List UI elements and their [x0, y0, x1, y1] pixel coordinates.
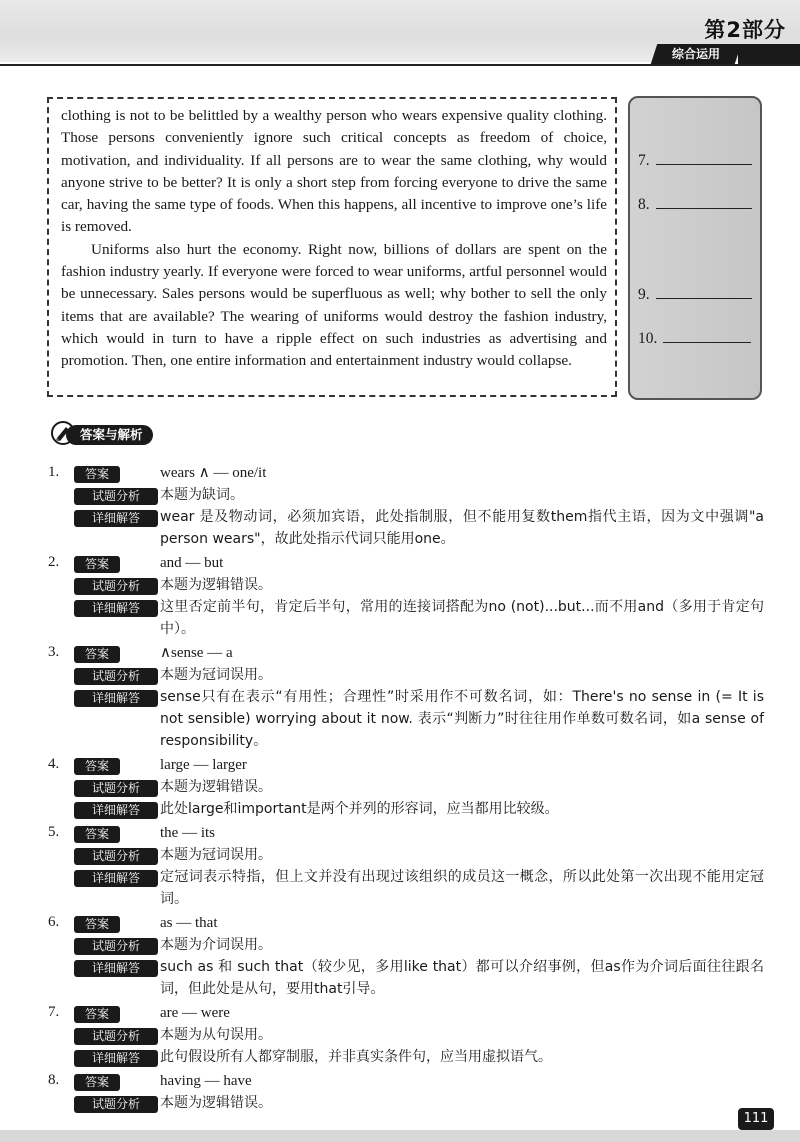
- answer-text: ∧sense — a: [160, 645, 233, 661]
- item-number: 1.: [48, 464, 60, 480]
- analysis-tag: 试题分析: [74, 1096, 158, 1113]
- detail-text: wear 是及物动词，必须加宾语，此处指制服，但不能用复数them指代主语，因为文中强调"a person wears"，故此处指示代词只能用one。: [160, 509, 764, 547]
- detail-text: 此处large和important是两个并列的形容词，应当都用比较级。: [160, 801, 559, 817]
- answer-item-3: [48, 642, 764, 752]
- detail-tag: 详细解答: [74, 802, 158, 819]
- answer-item-1: [48, 462, 764, 550]
- blank-9-label: 9.: [638, 286, 650, 303]
- blank-7-label: 7.: [638, 152, 650, 169]
- blank-9[interactable]: [638, 284, 752, 304]
- analysis-text: 本题为逻辑错误。: [160, 1095, 272, 1111]
- answer-text: are — were: [160, 1005, 230, 1021]
- analysis-text: 本题为冠词误用。: [160, 847, 272, 863]
- detail-tag: 详细解答: [74, 600, 158, 617]
- blank-9-line[interactable]: [656, 284, 752, 299]
- detail-tag: 详细解答: [74, 690, 158, 707]
- analysis-text: 本题为缺词。: [160, 487, 244, 503]
- detail-text: 此句假设所有人都穿制服，并非真实条件句，应当用虚拟语气。: [160, 1049, 552, 1065]
- answer-tag: 答案: [74, 646, 120, 663]
- item-number: 2.: [48, 554, 60, 570]
- blank-10-label: 10.: [638, 330, 658, 347]
- header-rule: [0, 64, 800, 66]
- detail-tag: 详细解答: [74, 960, 158, 977]
- blank-7[interactable]: [638, 150, 752, 170]
- answer-text: the — its: [160, 825, 215, 841]
- item-number: 6.: [48, 914, 60, 930]
- item-number: 5.: [48, 824, 60, 840]
- item-number: 4.: [48, 756, 60, 772]
- answer-item-4: [48, 754, 764, 820]
- answer-list: [48, 462, 764, 1116]
- answer-text: large — larger: [160, 757, 247, 773]
- passage-box: [47, 97, 617, 397]
- answer-item-6: [48, 912, 764, 1000]
- analysis-tag: 试题分析: [74, 780, 158, 797]
- blank-10[interactable]: [638, 328, 751, 348]
- analysis-tag: 试题分析: [74, 938, 158, 955]
- analysis-text: 本题为冠词误用。: [160, 667, 272, 683]
- answer-item-7: [48, 1002, 764, 1068]
- page-number: 111: [738, 1108, 774, 1130]
- section-heading-label: 答案与解析: [66, 425, 153, 445]
- answer-tag: 答案: [74, 1074, 120, 1091]
- answer-tag: 答案: [74, 556, 120, 573]
- item-number: 3.: [48, 644, 60, 660]
- answer-tag: 答案: [74, 466, 120, 483]
- detail-text: sense只有在表示“有用性；合理性”时采用作不可数名词，如：There's no sense in (= It is not sensible) worrying about it now. 表示“判断力”时往往用作单数可数名词，如a sense of responsibility。: [160, 689, 764, 749]
- blank-8[interactable]: [638, 194, 752, 214]
- footer-band: [0, 1130, 800, 1142]
- analysis-tag: 试题分析: [74, 848, 158, 865]
- answer-tag: 答案: [74, 916, 120, 933]
- detail-tag: 详细解答: [74, 1050, 158, 1067]
- passage-paragraph-1: clothing is not to be belittled by a wealthy person who wears expensive quality clothing. Those persons conveniently ignore such critical concepts as freedom of choice, motivation, and individuality. If all persons are to wear the same clothing, why would anyone strive to be better? It is only a short step from forcing everyone to drive the same car, having the same type of foods. When this happens, all incentive to improve one’s life is removed.: [61, 107, 607, 236]
- answer-tag: 答案: [74, 826, 120, 843]
- section-tab: [651, 44, 741, 64]
- blank-8-label: 8.: [638, 196, 650, 213]
- analysis-text: 本题为逻辑错误。: [160, 577, 272, 593]
- blank-7-line[interactable]: [656, 150, 752, 165]
- answer-item-2: [48, 552, 764, 640]
- answer-text: wears ∧ — one/it: [160, 465, 267, 481]
- section-tab-label: 综合运用: [671, 47, 720, 61]
- answer-tag: 答案: [74, 1006, 120, 1023]
- detail-tag: 详细解答: [74, 870, 158, 887]
- detail-text: 这里否定前半句，肯定后半句，常用的连接词搭配为no (not)...but...而不用and（多用于肯定句中）。: [160, 599, 764, 637]
- analysis-text: 本题为介词误用。: [160, 937, 272, 953]
- detail-text: 定冠词表示特指，但上文并没有出现过该组织的成员这一概念，所以此处第一次出现不能用定冠词。: [160, 869, 764, 907]
- passage-paragraph-2: Uniforms also hurt the economy. Right now, billions of dollars are spent on the fashion industry yearly. If everyone were forced to wear uniforms, artful personnel would be unnecessary. Sales persons would be superfluous as well; why bother to sell the only items that are available? The wearing of uniforms would destroy the fashion industry, which would in turn to have a ripple effect on such industries as advertising and promotion. Then, one entire information and entertainment industry would collapse.: [61, 240, 607, 370]
- analysis-tag: 试题分析: [74, 488, 158, 505]
- answer-text: as — that: [160, 915, 218, 931]
- item-number: 8.: [48, 1072, 60, 1088]
- answer-item-8: [48, 1070, 764, 1114]
- answer-item-5: [48, 822, 764, 910]
- analysis-tag: 试题分析: [74, 578, 158, 595]
- answer-blank-panel: [628, 96, 762, 400]
- answer-text: and — but: [160, 555, 224, 571]
- detail-tag: 详细解答: [74, 510, 158, 527]
- analysis-tag: 试题分析: [74, 1028, 158, 1045]
- analysis-tag: 试题分析: [74, 668, 158, 685]
- analysis-text: 本题为逻辑错误。: [160, 779, 272, 795]
- detail-text: such as 和 such that（较少见，多用like that）都可以介绍事例，但as作为介词后面往往跟名词，但此处是从句，要用that引导。: [160, 959, 764, 997]
- blank-8-line[interactable]: [656, 194, 752, 209]
- answer-tag: 答案: [74, 758, 120, 775]
- blank-10-line[interactable]: [663, 328, 751, 343]
- answer-text: having — have: [160, 1073, 252, 1089]
- item-number: 7.: [48, 1004, 60, 1020]
- header-tab-extension: [738, 44, 800, 64]
- part-title: 第2部分: [704, 18, 786, 42]
- analysis-text: 本题为从句误用。: [160, 1027, 272, 1043]
